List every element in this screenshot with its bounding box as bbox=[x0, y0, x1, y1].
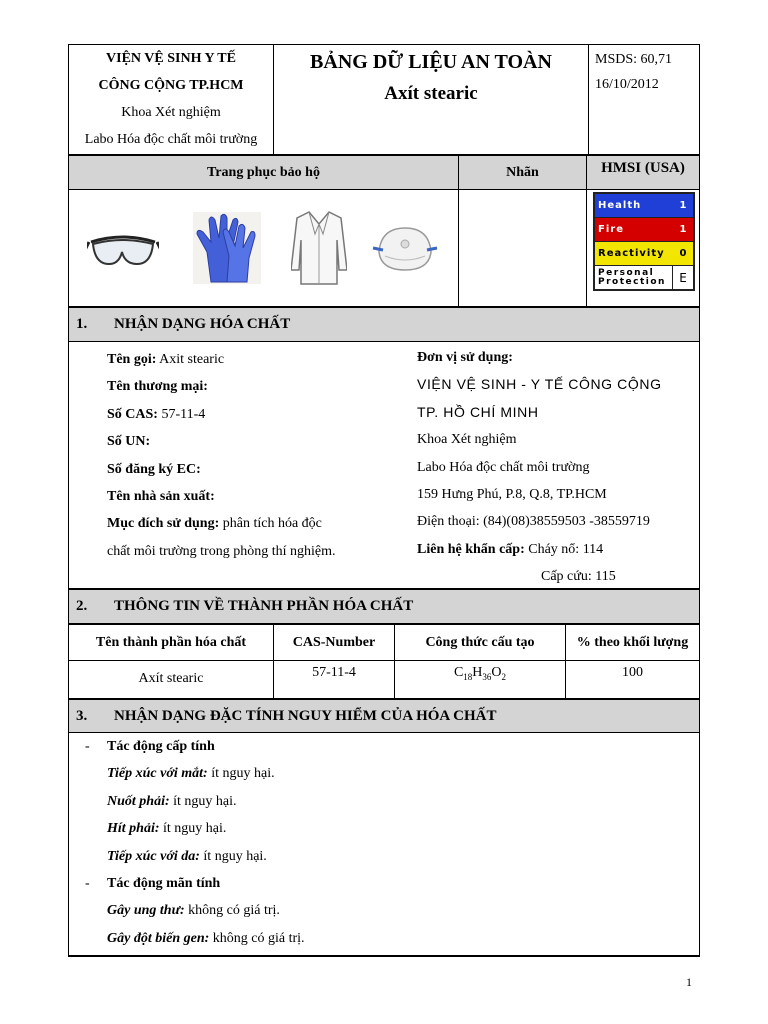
hazard-inhale-label: Hít phải: bbox=[107, 821, 160, 837]
department: Khoa Xét nghiệm bbox=[121, 105, 221, 120]
user-unit-label: Đơn vị sử dụng: bbox=[417, 350, 513, 365]
component-cas: 57-11-4 bbox=[274, 661, 395, 699]
col-percent: % theo khối lượng bbox=[566, 625, 700, 661]
msds-number: MSDS: 60,71 bbox=[595, 52, 673, 67]
col-cas-number: CAS-Number bbox=[274, 625, 395, 661]
hazard-eye bbox=[85, 760, 305, 787]
lab-coat-icon bbox=[291, 210, 347, 286]
formula-o-sub: 2 bbox=[501, 671, 507, 682]
msds-date: 16/10/2012 bbox=[595, 77, 659, 92]
composition-header-row bbox=[69, 625, 700, 661]
hazard-ingest-label: Nuốt phải: bbox=[107, 793, 170, 809]
hmis-health-label: Health bbox=[598, 200, 642, 211]
emergency-label: Liên hệ khẩn cấp: bbox=[417, 541, 525, 557]
section2-header bbox=[68, 590, 700, 624]
institute-line1: VIỆN VỆ SINH Y TẾ bbox=[106, 51, 236, 66]
user-phone: Điện thoại: (84)(08)38559503 -38559719 bbox=[417, 514, 650, 530]
hazard-skin bbox=[85, 843, 305, 870]
user-unit-line2: TP. HỒ CHÍ MINH bbox=[417, 403, 539, 420]
hazard-skin-label: Tiếp xúc với da: bbox=[107, 848, 200, 864]
component-name: Axít stearic bbox=[69, 661, 274, 699]
field-purpose-label: Mục đích sử dụng: bbox=[107, 516, 220, 532]
section3-header bbox=[68, 699, 700, 733]
goggles-icon bbox=[87, 220, 159, 276]
hmis-protection-value: E bbox=[672, 266, 693, 289]
field-cas-value: 57-11-4 bbox=[161, 406, 206, 422]
formula-c: C bbox=[453, 665, 464, 680]
section2-title: THÔNG TIN VỀ THÀNH PHẦN HÓA CHẤT bbox=[114, 598, 414, 614]
hazard-inhale-value: ít nguy hại. bbox=[163, 821, 227, 837]
user-unit-line4: Labo Hóa độc chất môi trường bbox=[417, 459, 590, 475]
chronic-heading-text: Tác động mãn tính bbox=[107, 876, 221, 892]
user-address: 159 Hưng Phú, P.8, Q.8, TP.HCM bbox=[417, 487, 607, 503]
hazard-mutation-value: không có giá trị. bbox=[212, 930, 305, 946]
document-title: BẢNG DỮ LIỆU AN TOÀN bbox=[310, 51, 552, 73]
acute-heading-text: Tác động cấp tính bbox=[107, 739, 215, 754]
hmis-protection-row bbox=[595, 266, 693, 289]
page-number: 1 bbox=[686, 975, 692, 989]
hazard-eye-label: Tiếp xúc với mắt: bbox=[107, 766, 208, 782]
field-cas bbox=[107, 401, 377, 428]
msds-sheet bbox=[68, 44, 700, 957]
msds-info bbox=[589, 45, 699, 154]
hazard-mutation bbox=[85, 925, 305, 952]
hazard-ingest-value: ít nguy hại. bbox=[173, 793, 237, 809]
field-name-label: Tên gọi: bbox=[107, 352, 157, 367]
ppe-column-header: Trang phục bảo hộ bbox=[69, 156, 459, 189]
field-name-value: Axit stearic bbox=[159, 352, 225, 367]
section1-number: 1. bbox=[76, 316, 88, 332]
hazard-cancer bbox=[85, 897, 305, 924]
section3-number: 3. bbox=[76, 707, 88, 724]
chemical-name-title: Axít stearic bbox=[384, 83, 478, 104]
hazard-mutation-label: Gây đột biến gen: bbox=[107, 930, 210, 946]
emergency-fire: Cháy nổ: 114 bbox=[528, 541, 604, 557]
hazard-inhale bbox=[85, 815, 305, 842]
formula-h: H bbox=[472, 665, 483, 680]
formula-o: O bbox=[491, 665, 502, 680]
field-purpose-value1: phân tích hóa độc bbox=[222, 516, 322, 532]
field-trade-name bbox=[107, 373, 377, 400]
gloves-icon bbox=[193, 212, 261, 284]
field-purpose bbox=[107, 510, 377, 537]
section3-body bbox=[68, 733, 700, 957]
mask-icon bbox=[371, 222, 439, 274]
label-area bbox=[459, 190, 587, 306]
emergency-contact bbox=[417, 536, 697, 563]
field-un-label: Số UN: bbox=[107, 434, 151, 450]
field-maker-label: Tên nhà sản xuất: bbox=[107, 489, 215, 505]
composition-table bbox=[68, 624, 700, 699]
user-unit-line1: VIỆN VỆ SINH - Y TẾ CÔNG CỘNG bbox=[417, 376, 662, 393]
hmis-reactivity-row bbox=[595, 242, 693, 266]
title-block bbox=[274, 45, 589, 154]
institute-block bbox=[69, 45, 274, 154]
hazard-eye-value: ít nguy hại. bbox=[211, 766, 275, 782]
emergency-aid: Cấp cứu: 115 bbox=[541, 569, 616, 585]
section1-header bbox=[68, 308, 700, 342]
hmis-rating-table bbox=[593, 192, 695, 291]
chronic-heading: - Tác động mãn tính bbox=[85, 876, 221, 892]
field-ec bbox=[107, 456, 377, 483]
user-unit-line3: Khoa Xét nghiệm bbox=[417, 432, 517, 448]
ppe-pictures bbox=[69, 190, 459, 306]
hmis-fire-row bbox=[595, 218, 693, 242]
section1-body bbox=[68, 342, 700, 590]
ppe-header-row bbox=[68, 156, 700, 190]
hmis-protection-line1: Personal bbox=[598, 267, 655, 278]
hmis-protection-line2: Protection bbox=[598, 276, 666, 287]
hazard-skin-value: ít nguy hại. bbox=[203, 848, 267, 864]
field-ec-label: Số đăng ký EC: bbox=[107, 461, 201, 477]
col-component-name: Tên thành phần hóa chất bbox=[69, 625, 274, 661]
user-unit-fields bbox=[417, 344, 697, 591]
formula-c-sub: 18 bbox=[463, 671, 473, 682]
identification-fields bbox=[107, 346, 377, 565]
formula-h-sub: 36 bbox=[482, 671, 492, 682]
acute-heading: - Tác động cấp tính bbox=[85, 739, 215, 754]
ppe-body-row bbox=[68, 190, 700, 308]
lab-name: Labo Hóa độc chất môi trường bbox=[84, 132, 258, 147]
component-percent: 100 bbox=[566, 661, 700, 699]
hmis-fire-value: 1 bbox=[679, 224, 687, 235]
hazard-ingest bbox=[85, 788, 305, 815]
hmis-health-value: 1 bbox=[679, 200, 687, 211]
hmis-health-row bbox=[595, 194, 693, 218]
hmis-column-header: HMSI (USA) bbox=[601, 160, 685, 176]
hazard-cancer-value: không có giá trị. bbox=[188, 903, 280, 919]
hazard-cancer-label: Gây ung thư: bbox=[107, 903, 185, 919]
col-formula: Công thức cấu tạo bbox=[395, 625, 566, 661]
field-purpose-cont: chất môi trường trong phòng thí nghiệm. bbox=[107, 543, 336, 559]
section2-number: 2. bbox=[76, 598, 88, 614]
hazard-list bbox=[85, 733, 305, 952]
hmis-reactivity-value: 0 bbox=[679, 248, 687, 259]
field-un bbox=[107, 428, 377, 455]
field-maker bbox=[107, 483, 377, 510]
hmis-fire-label: Fire bbox=[598, 224, 624, 235]
document-header bbox=[68, 44, 700, 156]
section1-title: NHẬN DẠNG HÓA CHẤT bbox=[114, 316, 291, 332]
field-cas-label: Số CAS: bbox=[107, 406, 158, 422]
field-name bbox=[107, 346, 377, 373]
label-column-header: Nhãn bbox=[459, 156, 587, 189]
institute-line2: CÔNG CỘNG TP.HCM bbox=[98, 78, 244, 93]
hmis-area bbox=[587, 190, 699, 306]
hmis-protection-label bbox=[595, 266, 672, 289]
component-formula bbox=[395, 661, 566, 699]
field-trade-label: Tên thương mại: bbox=[107, 379, 208, 395]
section3-title: NHẬN DẠNG ĐẶC TÍNH NGUY HIỂM CỦA HÓA CHẤT bbox=[114, 707, 497, 724]
table-row bbox=[69, 661, 700, 699]
hmis-reactivity-label: Reactivity bbox=[598, 248, 665, 259]
